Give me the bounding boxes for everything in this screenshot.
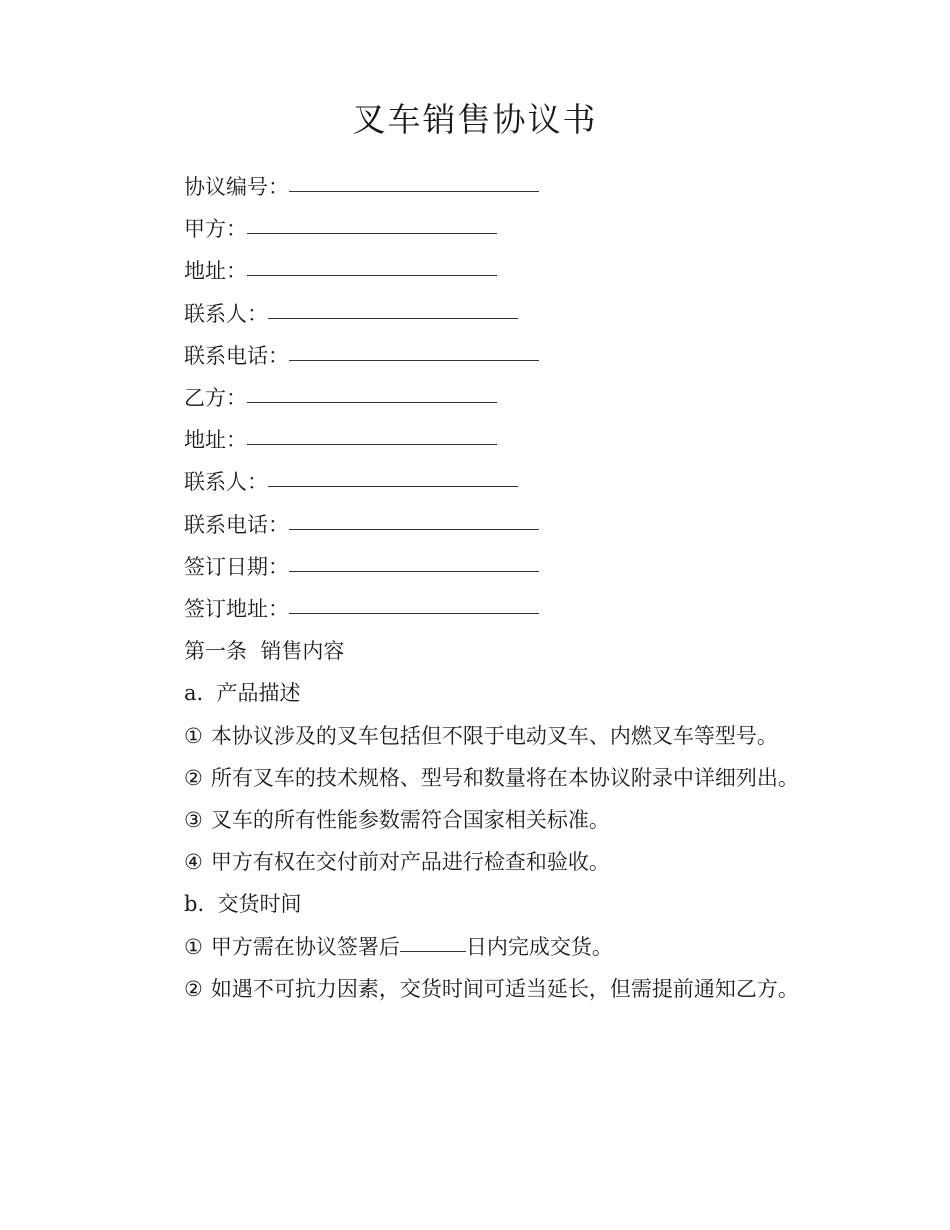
fill-blank <box>289 612 539 614</box>
section-heading: a. 产品描述 <box>184 681 301 706</box>
field-party-a-contact <box>140 293 800 335</box>
fill-blank <box>400 950 466 952</box>
fill-blank <box>289 190 539 192</box>
document-title: 叉车销售协议书 <box>352 100 598 139</box>
field-party-a-address <box>140 250 800 292</box>
clause-number: ③ <box>184 808 203 833</box>
fill-blank <box>268 485 518 487</box>
clause-item <box>140 799 800 841</box>
fill-blank <box>289 528 539 530</box>
field-party-b-phone <box>140 504 800 546</box>
clause-text: 叉车的所有性能参数需符合国家相关标准。 <box>210 808 610 833</box>
article-heading: 第一条 销售内容 <box>184 639 345 664</box>
document-body <box>140 166 800 1010</box>
field-party-b <box>140 377 800 419</box>
clause-number: ② <box>184 765 203 790</box>
clause-item <box>140 715 800 757</box>
field-label: 签订日期： <box>184 554 289 579</box>
clause-item <box>140 757 800 799</box>
fill-blank <box>247 401 497 403</box>
fill-blank <box>268 317 518 319</box>
fill-blank <box>289 359 539 361</box>
section-heading: b. 交货时间 <box>184 892 302 917</box>
fill-blank <box>247 443 497 445</box>
field-label: 甲方： <box>184 217 247 242</box>
field-label: 协议编号： <box>184 175 289 199</box>
clause-text: 甲方需在协议签署后 <box>210 934 400 959</box>
field-label: 联系人： <box>184 470 268 495</box>
field-party-a-phone <box>140 335 800 377</box>
clause-text: 日内完成交货。 <box>465 934 613 959</box>
clause-number: ① <box>184 934 203 959</box>
field-agreement-number <box>140 166 800 208</box>
field-party-b-address <box>140 419 800 461</box>
field-signing-place <box>140 588 800 630</box>
clause-item <box>140 841 800 883</box>
field-signing-date <box>140 546 800 588</box>
field-label: 签订地址： <box>184 597 289 622</box>
field-label: 乙方： <box>184 386 247 411</box>
field-party-a <box>140 208 800 250</box>
fill-blank <box>289 570 539 572</box>
fill-blank <box>247 232 497 234</box>
fill-blank <box>247 274 497 276</box>
field-label: 联系电话： <box>184 343 289 368</box>
clause-number: ① <box>184 723 203 748</box>
field-label: 联系电话： <box>184 512 289 537</box>
field-label: 地址： <box>184 259 247 284</box>
field-label: 联系人： <box>184 301 268 326</box>
clause-text: 甲方有权在交付前对产品进行检查和验收。 <box>210 850 610 875</box>
clause-text: 所有叉车的技术规格、型号和数量将在本协议附录中详细列出。 <box>210 765 799 790</box>
clause-text: 本协议涉及的叉车包括但不限于电动叉车、内燃叉车等型号。 <box>210 723 778 748</box>
clause-item <box>140 968 800 1010</box>
field-party-b-contact <box>140 461 800 503</box>
clause-text: 如遇不可抗力因素，交货时间可适当延长，但需提前通知乙方。 <box>210 976 799 1001</box>
clause-number: ④ <box>184 850 203 875</box>
field-label: 地址： <box>184 428 247 453</box>
clause-item <box>140 926 800 968</box>
clause-number: ② <box>184 976 203 1001</box>
